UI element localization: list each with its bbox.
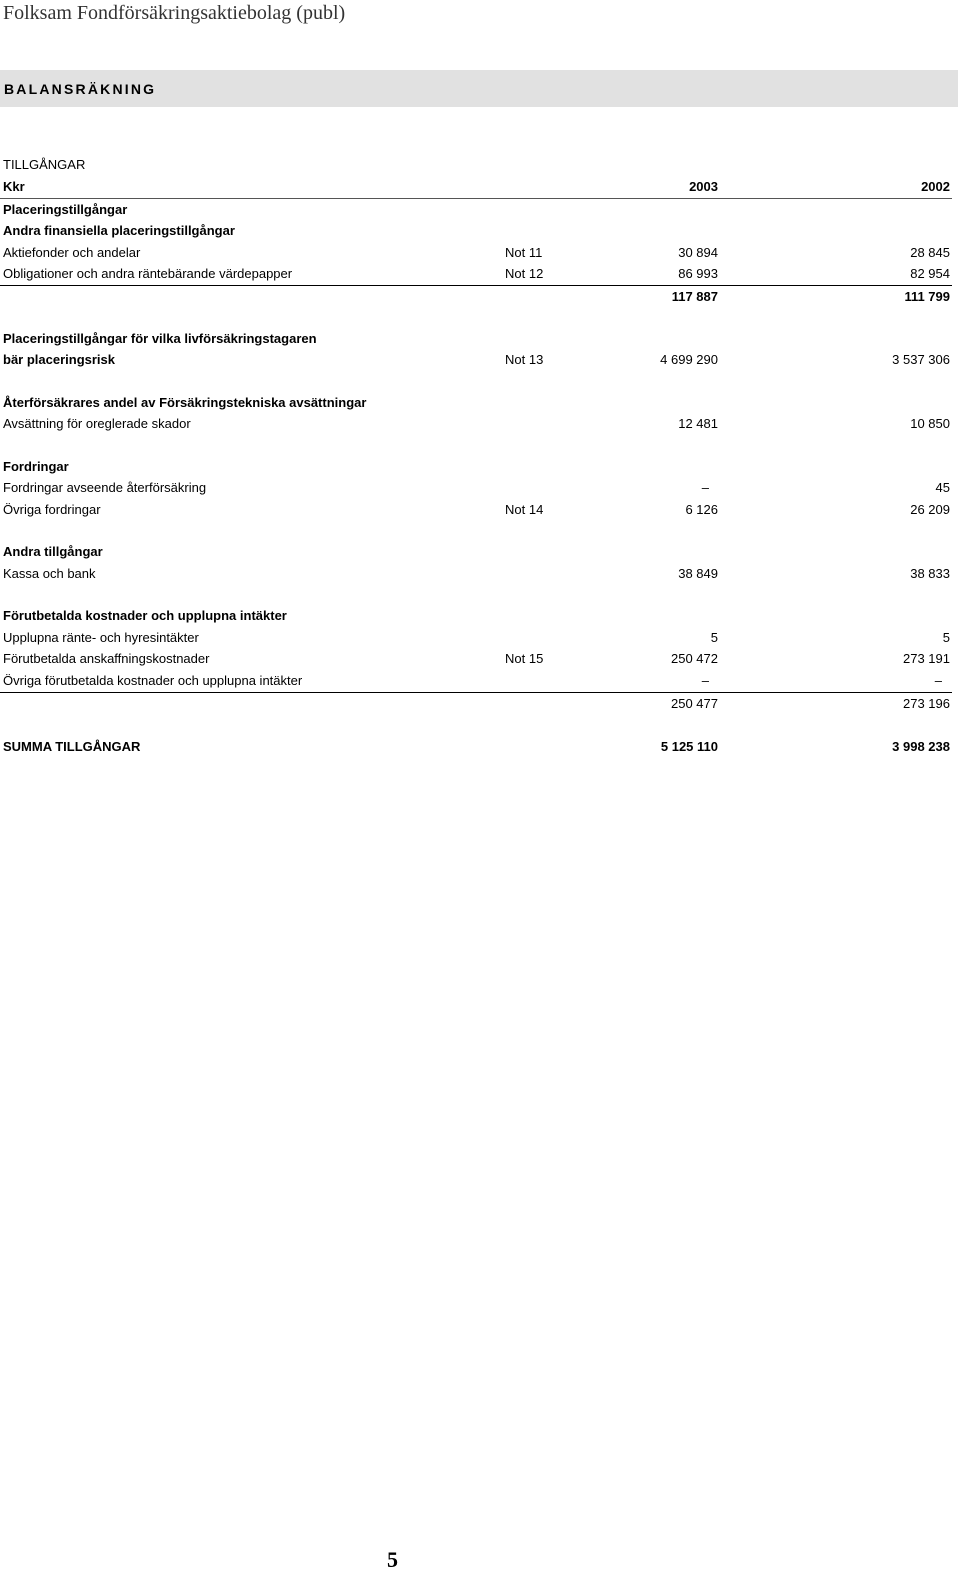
row-value-2003: 117 887 bbox=[671, 289, 718, 304]
row-value-2003: – bbox=[701, 480, 709, 495]
row-label: Förutbetalda kostnader och upplupna intäkter bbox=[3, 608, 287, 623]
row-note: Not 15 bbox=[505, 651, 544, 666]
row-value-2003: 5 bbox=[710, 630, 718, 645]
row-value-2002: 38 833 bbox=[910, 566, 950, 581]
table-row bbox=[0, 393, 952, 413]
unit-label: Kkr bbox=[3, 179, 25, 194]
row-value-2002: 273 196 bbox=[903, 696, 950, 711]
row-value-2002: 28 845 bbox=[910, 245, 950, 260]
table-row bbox=[0, 542, 952, 562]
table-row bbox=[0, 264, 952, 286]
row-value-2002: 10 850 bbox=[910, 416, 950, 431]
row-label: SUMMA TILLGÅNGAR bbox=[3, 739, 141, 754]
year-2003-header: 2003 bbox=[689, 179, 718, 194]
row-label: Förutbetalda anskaffningskostnader bbox=[3, 651, 210, 666]
row-label: Andra tillgångar bbox=[3, 544, 103, 559]
section-title: BALANSRÄKNING bbox=[4, 81, 157, 97]
table-row bbox=[0, 671, 952, 693]
table-row bbox=[0, 606, 952, 626]
row-value-2003: 6 126 bbox=[685, 502, 718, 517]
table-row bbox=[0, 457, 952, 477]
table-row bbox=[0, 200, 952, 220]
row-value-2002: 111 799 bbox=[904, 289, 950, 304]
row-value-2002: 273 191 bbox=[903, 651, 950, 666]
row-value-2003: – bbox=[701, 673, 709, 688]
row-label: Fordringar avseende återförsäkring bbox=[3, 480, 207, 495]
row-label: Placeringstillgångar för vilka livförsäkringstagaren bbox=[3, 331, 317, 346]
table-heading-row bbox=[0, 155, 952, 175]
row-value-2003: 5 125 110 bbox=[660, 739, 718, 754]
section-header-band bbox=[0, 70, 958, 107]
row-value-2003: 86 993 bbox=[678, 266, 718, 281]
row-label: Avsättning för oreglerade skador bbox=[3, 416, 191, 431]
table-row bbox=[0, 243, 952, 263]
row-note: Not 14 bbox=[505, 502, 544, 517]
row-value-2002: – bbox=[934, 673, 942, 688]
row-label: Andra finansiella placeringstillgångar bbox=[3, 223, 235, 238]
row-value-2002: 26 209 bbox=[910, 502, 950, 517]
table-row bbox=[0, 350, 952, 370]
assets-heading: TILLGÅNGAR bbox=[3, 157, 86, 172]
row-label: Upplupna ränte- och hyresintäkter bbox=[3, 630, 199, 645]
row-note: Not 11 bbox=[505, 245, 543, 260]
table-row bbox=[0, 221, 952, 241]
table-row bbox=[0, 478, 952, 498]
subtotal-row bbox=[0, 287, 952, 307]
row-value-2002: 45 bbox=[935, 480, 950, 495]
table-row bbox=[0, 564, 952, 584]
row-label: Placeringstillgångar bbox=[3, 202, 128, 217]
row-note: Not 13 bbox=[505, 352, 544, 367]
company-name: Folksam Fondförsäkringsaktiebolag (publ) bbox=[3, 2, 346, 24]
row-label: Fordringar bbox=[3, 459, 69, 474]
table-row bbox=[0, 628, 952, 648]
row-value-2002: 3 998 238 bbox=[892, 739, 950, 754]
year-2002-header: 2002 bbox=[921, 179, 950, 194]
row-value-2003: 4 699 290 bbox=[660, 352, 718, 367]
subtotal-row bbox=[0, 694, 952, 714]
row-label: Återförsäkrares andel av Försäkringstekniska avsättningar bbox=[3, 395, 367, 410]
table-row bbox=[0, 500, 952, 520]
row-value-2003: 38 849 bbox=[678, 566, 718, 581]
row-label: Kassa och bank bbox=[3, 566, 96, 581]
column-header-row bbox=[0, 177, 952, 199]
table-row bbox=[0, 414, 952, 434]
row-label: Övriga fordringar bbox=[3, 502, 101, 517]
table-row bbox=[0, 649, 952, 669]
row-value-2003: 250 477 bbox=[671, 696, 718, 711]
row-value-2003: 250 472 bbox=[671, 651, 718, 666]
total-row bbox=[0, 737, 952, 757]
row-label: Övriga förutbetalda kostnader och upplupna intäkter bbox=[3, 673, 303, 688]
row-label: bär placeringsrisk bbox=[3, 352, 115, 367]
row-value-2002: 3 537 306 bbox=[892, 352, 950, 367]
row-value-2002: 5 bbox=[942, 630, 950, 645]
row-value-2002: 82 954 bbox=[910, 266, 950, 281]
row-label: Obligationer och andra räntebärande värdepapper bbox=[3, 266, 293, 281]
row-value-2003: 12 481 bbox=[678, 416, 718, 431]
row-note: Not 12 bbox=[505, 266, 544, 281]
table-row bbox=[0, 329, 952, 349]
row-value-2003: 30 894 bbox=[678, 245, 718, 260]
row-label: Aktiefonder och andelar bbox=[3, 245, 141, 260]
page-number: 5 bbox=[387, 1547, 398, 1572]
